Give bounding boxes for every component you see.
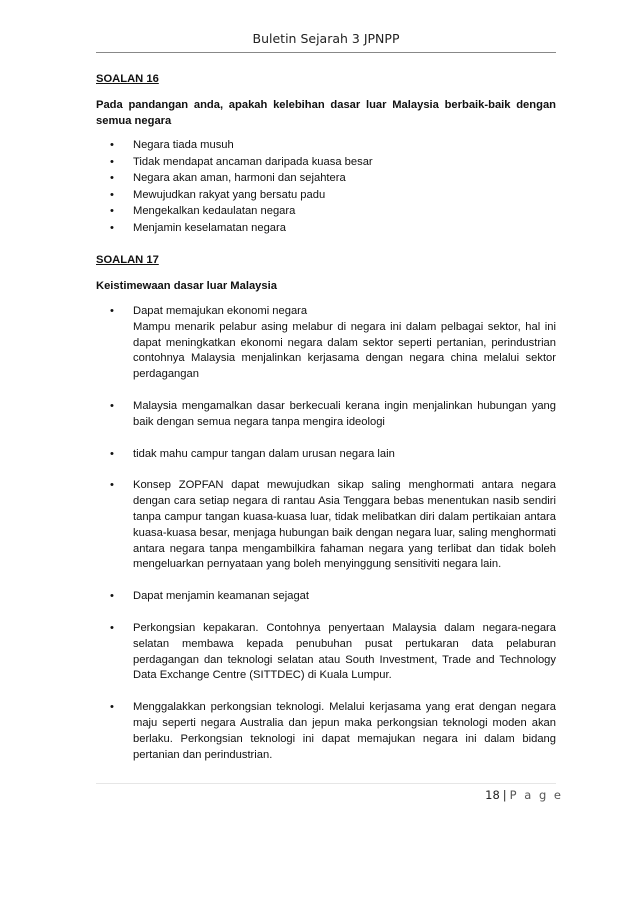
bullet-dot-icon: • bbox=[110, 590, 114, 603]
bullet-dot-icon: • bbox=[110, 479, 114, 492]
list-item-text: Perkongsian kepakaran. Contohnya penyertaan Malaysia dalam negara-negara selatan membawa kepada penubuhan pusat pertukaran data pelaburan perdagangan dan teknologi selatan atau South Investment, Trade and Technology Data Exchange Centre (SITTDEC) di Kuala Lumpur. bbox=[133, 621, 556, 682]
page-footer bbox=[485, 788, 563, 802]
bullet-dot-icon: • bbox=[110, 188, 114, 201]
answer-list-16 bbox=[96, 137, 556, 236]
list-item bbox=[110, 170, 556, 187]
list-item-text: Dapat menjamin keamanan sejagat bbox=[133, 590, 309, 603]
answer-list-17 bbox=[96, 304, 556, 763]
page-header: Buletin Sejarah 3 JPNPP bbox=[252, 31, 400, 46]
list-item bbox=[110, 399, 556, 431]
section-heading-soalan-17: SOALAN 17 bbox=[96, 254, 159, 267]
list-item-text: Malaysia mengamalkan dasar berkecuali kerana ingin menjalinkan hubungan yang baik dengan semua negara tanpa mengira ideologi bbox=[133, 399, 556, 428]
list-item-text: Menjamin keselamatan negara bbox=[133, 221, 286, 234]
bullet-dot-icon: • bbox=[110, 621, 114, 634]
list-item bbox=[110, 447, 556, 463]
bullet-dot-icon: • bbox=[110, 172, 114, 185]
list-item bbox=[110, 700, 556, 763]
list-item-text: Mengekalkan kedaulatan negara bbox=[133, 205, 296, 218]
list-item bbox=[110, 589, 556, 605]
bullet-dot-icon: • bbox=[110, 205, 114, 218]
section-subheading-17: Keistimewaan dasar luar Malaysia bbox=[96, 280, 277, 293]
list-item-text: Negara akan aman, harmoni dan sejahtera bbox=[133, 172, 346, 185]
list-item-text: Negara tiada musuh bbox=[133, 139, 234, 152]
list-item bbox=[110, 187, 556, 204]
page-number: 18 bbox=[485, 788, 500, 802]
list-item-text: tidak mahu campur tangan dalam urusan negara lain bbox=[133, 447, 395, 460]
page-label: P a g e bbox=[509, 788, 563, 802]
list-item-body: Mampu menarik pelabur asing melabur di negara ini dalam pelbagai sektor, hal ini dapat meningkatkan ekonomi negara dalam sektor seperti pertanian, perindustrian contohnya Malaysia menjalinkan kerjasama dengan negara china melalui sektor perdagangan bbox=[133, 320, 556, 381]
bullet-dot-icon: • bbox=[110, 701, 114, 714]
list-item-text: Tidak mendapat ancaman daripada kuasa besar bbox=[133, 155, 373, 168]
list-item-text: Menggalakkan perkongsian teknologi. Melalui kerjasama yang erat dengan negara maju seperti negara Australia dan jepun maka perkongsian teknologi moden akan berlaku. Perkongsian teknologi ini dapat memajukan negara ini dalam bidang pertanian dan perindustrian. bbox=[133, 701, 556, 761]
bullet-dot-icon: • bbox=[110, 447, 114, 460]
bullet-dot-icon: • bbox=[110, 304, 114, 317]
list-item bbox=[110, 137, 556, 154]
bullet-dot-icon: • bbox=[110, 139, 114, 152]
list-item bbox=[110, 203, 556, 220]
list-item bbox=[110, 220, 556, 237]
bullet-dot-icon: • bbox=[110, 221, 114, 234]
bullet-dot-icon: • bbox=[110, 399, 114, 412]
bullet-dot-icon: • bbox=[110, 155, 114, 168]
list-item-text: Mewujudkan rakyat yang bersatu padu bbox=[133, 188, 326, 201]
list-item-title: Dapat memajukan ekonomi negara bbox=[133, 304, 308, 317]
header-divider bbox=[96, 52, 556, 53]
footer-separator: | bbox=[502, 788, 507, 802]
question-text-16: Pada pandangan anda, apakah kelebihan dasar luar Malaysia berbaik-baik dengan semua negara bbox=[96, 98, 556, 127]
list-item bbox=[110, 478, 556, 573]
list-item bbox=[110, 304, 556, 383]
footer-divider bbox=[96, 783, 556, 784]
section-spacer bbox=[96, 236, 556, 253]
list-item bbox=[110, 621, 556, 684]
section-heading-soalan-16: SOALAN 16 bbox=[96, 73, 159, 85]
list-item-text: Konsep ZOPFAN dapat mewujudkan sikap saling menghormati antara negara dengan cara setiap negara di rantau Asia Tenggara bebas menentukan nasib sendiri tanpa campur tangan kuasa-kuasa luar, tidak melibatkan diri dalam pertikaian antara kuasa-kuasa besar, menjaga hubungan baik dengan negara luar, saling menghormati antara negara tanpa mengambilkira fahaman negara yang terlibat dan tidak boleh mengeluarkan pernyataan yang boleh menyinggung sensitiviti negara lain. bbox=[133, 479, 556, 571]
page-content bbox=[96, 72, 556, 779]
list-item bbox=[110, 154, 556, 171]
